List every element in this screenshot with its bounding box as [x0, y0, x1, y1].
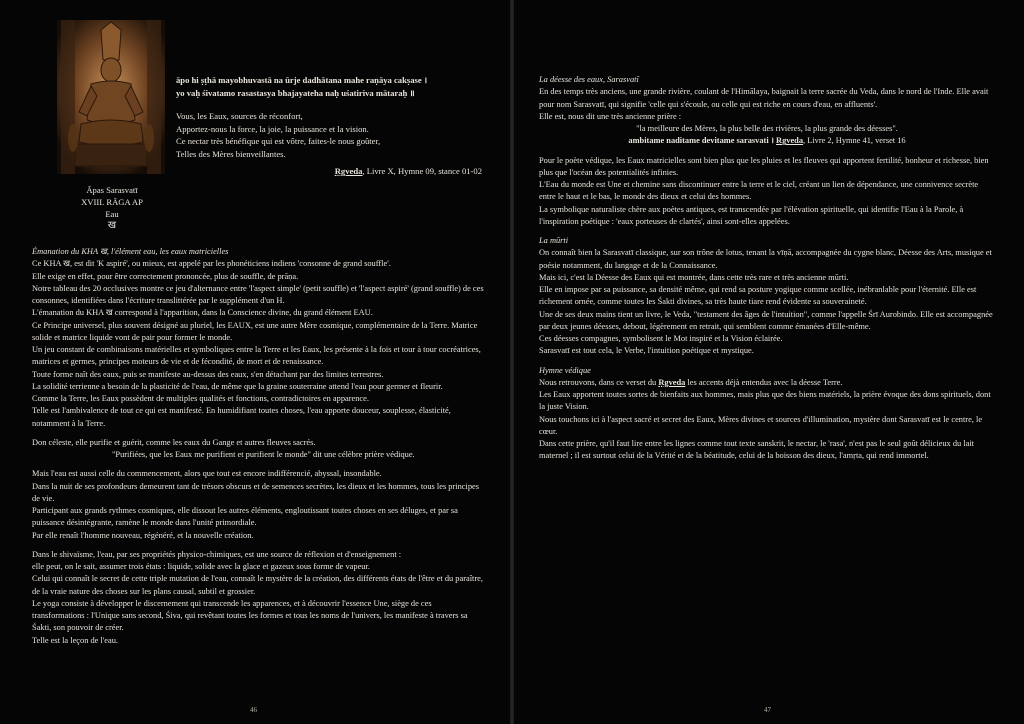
poem-line: Vous, les Eaux, sources de réconfort, — [176, 111, 303, 121]
paragraph: La symbolique naturaliste chère aux poètes antiques, est transcendée par l'élévation spirituelle, qui identifie l'Eau à la Parole, à l'inspiration poétique : 'eaux porteuses de clartés', ainsi sont-elles appelées. — [539, 204, 964, 226]
sarasvati-statue-image — [57, 20, 165, 174]
caption-line-letter: ख — [107, 220, 117, 231]
caption-line-element: Eau — [105, 209, 119, 219]
paragraph: Ce KHA ख, est dit 'K aspiré', ou mieux, est appelé par les phonéticiens indiens 'consonne de grand souffle'. — [32, 259, 391, 269]
paragraph: Telle est la leçon de l'eau. — [32, 635, 119, 645]
paragraph: Comme la Terre, les Eaux possèdent de multiples qualités et fonctions, contradictoires en apparence. — [32, 394, 369, 403]
sanskrit-line: āpo hi ṣṭhā mayobhuvastā na ūrje dadhātana mahe raṇāya cakṣase । — [176, 75, 428, 85]
section-heading: Émanation du KHA ख, l'élément eau, les eaux matricielles — [32, 247, 229, 256]
paragraph: Notre tableau des 20 occlusives montre ce jeu d'alternance entre 'l'aspect simple' (petit souffle) et 'l'aspect aspiré' (grand souffle) de ces consonnes, identifiées dans l'écriture translittérée par le supplément d'un H. — [32, 283, 484, 305]
paragraph: Dans cette prière, qu'il faut lire entre les lignes comme tout texte sanskrit, le nectar, le 'rasa', n'est pas le seul goût délicieux du lait maternel ; il est surtout celui de la Vérité et de la béatitude, celui de la boisson des dieux, l'amṛta, qui rend immortel. — [539, 439, 975, 461]
poem-translation — [176, 110, 496, 160]
section-heading: La mūrti — [539, 236, 569, 245]
paragraph: Sarasvatī est tout cela, le Verbe, l'intuition poétique et mystique. — [539, 346, 754, 356]
statue-illustration — [57, 20, 165, 174]
section-heading: La déesse des eaux, Sarasvatī — [539, 75, 639, 84]
image-caption — [60, 184, 164, 232]
paragraph: elle peut, on le sait, assumer trois états : liquide, solide avec la glace et gazeux sous forme de vapeur. — [32, 562, 370, 571]
paragraph: Don céleste, elle purifie et guérit, comme les eaux du Gange et autres fleuves sacrés. — [32, 437, 316, 447]
paragraph: Dans le shivaïsme, l'eau, par ses propriétés physico-chimiques, est une source de réflexion et d'enseignement : — [32, 549, 402, 559]
paragraph: Elle est, nous dit une très ancienne prière : — [539, 111, 682, 121]
paragraph: Ces déesses compagnes, symbolisent le Mot inspiré et la Vision éclairée. — [539, 334, 783, 343]
poem-line: Apportez-nous la force, la joie, la puissance et la vision. — [176, 123, 369, 134]
paragraph: Le yoga consiste à développer le discernement qui transcende les apparences, et à découvrir l'essence Une, siège de ces transformations : l'Unique sans second, Śiva, qui revêtant toutes les formes et tous les noms de l'univers, les manifeste à travers sa Śakti, son pouvoir de créer. — [32, 598, 468, 633]
left-page — [0, 0, 510, 724]
paragraph: Une de ses deux mains tient un livre, le Veda, "testament des âges de l'intuition", comme l'appelle Śrī Aurobindo. Elle est accompagnée par deux jeunes déesses, debout, légèrement en retrait, qui semblent comme émanées d'Elle-même. — [539, 309, 993, 331]
right-page — [514, 0, 1024, 724]
paragraph: Mais l'eau est aussi celle du commencement, alors que tout est encore indifférencié, abyssal, insondable. — [32, 469, 382, 479]
paragraph: Mais ici, c'est la Déesse des Eaux qui est montrée, dans cette très rare et très ancienne mūrti. — [539, 272, 849, 282]
caption-line-title: Āpas Sarasvatī — [86, 185, 138, 195]
sanskrit-line: yo vaḥ śivatamo rasastasya bhajayateha naḥ uśatiriva mātaraḥ ॥ — [176, 87, 415, 98]
paragraph: Dans la nuit de ses profondeurs demeurent tant de trésors obscurs et de semences secrètes, les dieux et les hommes, tous les principes de vie. — [32, 481, 480, 503]
paragraph: Participant aux grands rythmes cosmiques, elle dissout les autres éléments, engloutissant toutes choses en ses déluges, et par sa puissance désintégrante, ramène le monde dans l'unité primordiale. — [32, 506, 458, 528]
page-number-right: 47 — [764, 706, 771, 714]
poem-line: Telles des Mères bienveillantes. — [176, 148, 286, 159]
paragraph: Celui qui connaît le secret de cette triple mutation de l'eau, connaît le mystère de la création, des différents états de l'être et du paraître, de la vraie nature des choses sur les plans causal, subtil et grossier. — [32, 574, 483, 596]
reference-detail: , Livre X, Hymne 09, stance 01-02 — [362, 166, 482, 176]
paragraph: La solidité terrienne a besoin de la plasticité de l'eau, de même que la graine souterraine attend l'eau pour germer et fleurir. — [32, 381, 443, 391]
sanskrit-verse — [176, 74, 496, 99]
paragraph: L'Eau du monde est Une et chemine sans discontinuer entre la terre et le ciel, créant un lien de dépendance, une connivence secrète entre le haut et le bas, le monde des dieux et celui des hommes. — [539, 180, 979, 202]
paragraph: Ce Principe universel, plus souvent désigné au pluriel, les EAUX, est une autre Mère cosmique, complémentaire de la Terre. Matrice solide et matrice liquide vont de pair pour former le monde. — [32, 320, 478, 342]
paragraph: Pour le poète védique, les Eaux matricielles sont bien plus que les pluies et les fleuves qui apportent fertilité, bonheur et richesse, bien plus que l'océan des potentialités infinies. — [539, 155, 989, 177]
paragraph: Par elle renaît l'homme nouveau, régénéré, et la nouvelle création. — [32, 530, 254, 540]
caption-line-raga: XVIII. RĀGA AP — [81, 197, 143, 207]
left-body-text — [32, 246, 486, 647]
quote-reference — [539, 135, 995, 147]
paragraph: Telle est l'ambivalence de tout ce qui est manifesté. En humidifiant toutes choses, l'eau apporte douceur, souplesse, élasticité, notamment à la Terre. — [32, 406, 451, 428]
paragraph: Toute forme naît des eaux, puis se manifeste au-dessus des eaux, s'en détachant par des limites terrestres. — [32, 369, 384, 379]
quote: "la meilleure des Mères, la plus belle des rivières, la plus grande des déesses". — [636, 124, 898, 133]
verse-reference — [162, 166, 482, 176]
paragraph: Un jeu constant de combinaisons matérielles et symboliques entre la Terre et les Eaux, les présente à la fois et tour à tour cocréatrices, matrices et germes, principes moteurs de vie et de fécondité, de mort et de renaissance. — [32, 345, 481, 367]
text-fragment: Nous retrouvons, dans ce verset du — [539, 377, 659, 387]
paragraph: En des temps très anciens, une grande rivière, coulant de l'Himālaya, baignait la terre sacrée du Veda, dans le nord de l'Inde. Elle avait pour nom Sarasvatī, qui signifie 'celle qui s'écoule, ou celle qui est riche en cours d'eau, en affluents'. — [539, 87, 989, 109]
paragraph: On connaît bien la Sarasvatī classique, sur son trône de lotus, tenant la vīṇā, accompagnée du cygne blanc, Déesse des Arts, musique et poésie notamment, du langage et de la Connaissance. — [539, 248, 992, 270]
rgveda-title: Ṛgveda — [658, 377, 686, 387]
paragraph: Elle en impose par sa puissance, sa densité même, qui rend sa posture yogique comme scellée, inébranlable pour l'éternité. Elle est richement ornée, comme toutes les Śakti divines, sa très haute tiare rend évidente sa souveraineté. — [539, 285, 977, 307]
paragraph — [539, 377, 995, 389]
section-heading: Hymne védique — [539, 365, 591, 375]
paragraph: Nous touchons ici à l'aspect sacré et secret des Eaux, Mères divines et sources d'illumination, mystère dont Sarasvatī est le centre, le cœur. — [539, 414, 983, 436]
paragraph: Elle exige en effet, pour être correctement prononcée, plus de souffle, de prāṇa. — [32, 271, 299, 281]
reference-title: Ṛgveda — [334, 166, 363, 176]
right-body-text — [539, 74, 995, 463]
text-fragment: les accents déjà entendus avec la déesse Terre. — [685, 377, 843, 387]
quote-sanskrit: ambitame naditame devitame sarasvati । — [628, 136, 774, 146]
quote-source-title: Ṛgveda — [776, 136, 804, 146]
poem-line: Ce nectar très bénéfique qui est vôtre, faites-le nous goûter, — [176, 136, 381, 147]
page-number-left: 46 — [250, 706, 257, 714]
paragraph: L'émanation du KHA ख correspond à l'apparition, dans la Conscience divine, du grand élément EAU. — [32, 308, 373, 318]
quote: "Purifiées, que les Eaux me purifient et purifient le monde" dit une célèbre prière védique. — [112, 450, 415, 459]
paragraph: Les Eaux apportent toutes sortes de bienfaits aux hommes, mais plus que des biens matériels, la prière évoque des dons spirituels, dont la juste Vision. — [539, 390, 991, 412]
quote-source-detail: , Livre 2, Hymne 41, verset 16 — [803, 136, 906, 146]
